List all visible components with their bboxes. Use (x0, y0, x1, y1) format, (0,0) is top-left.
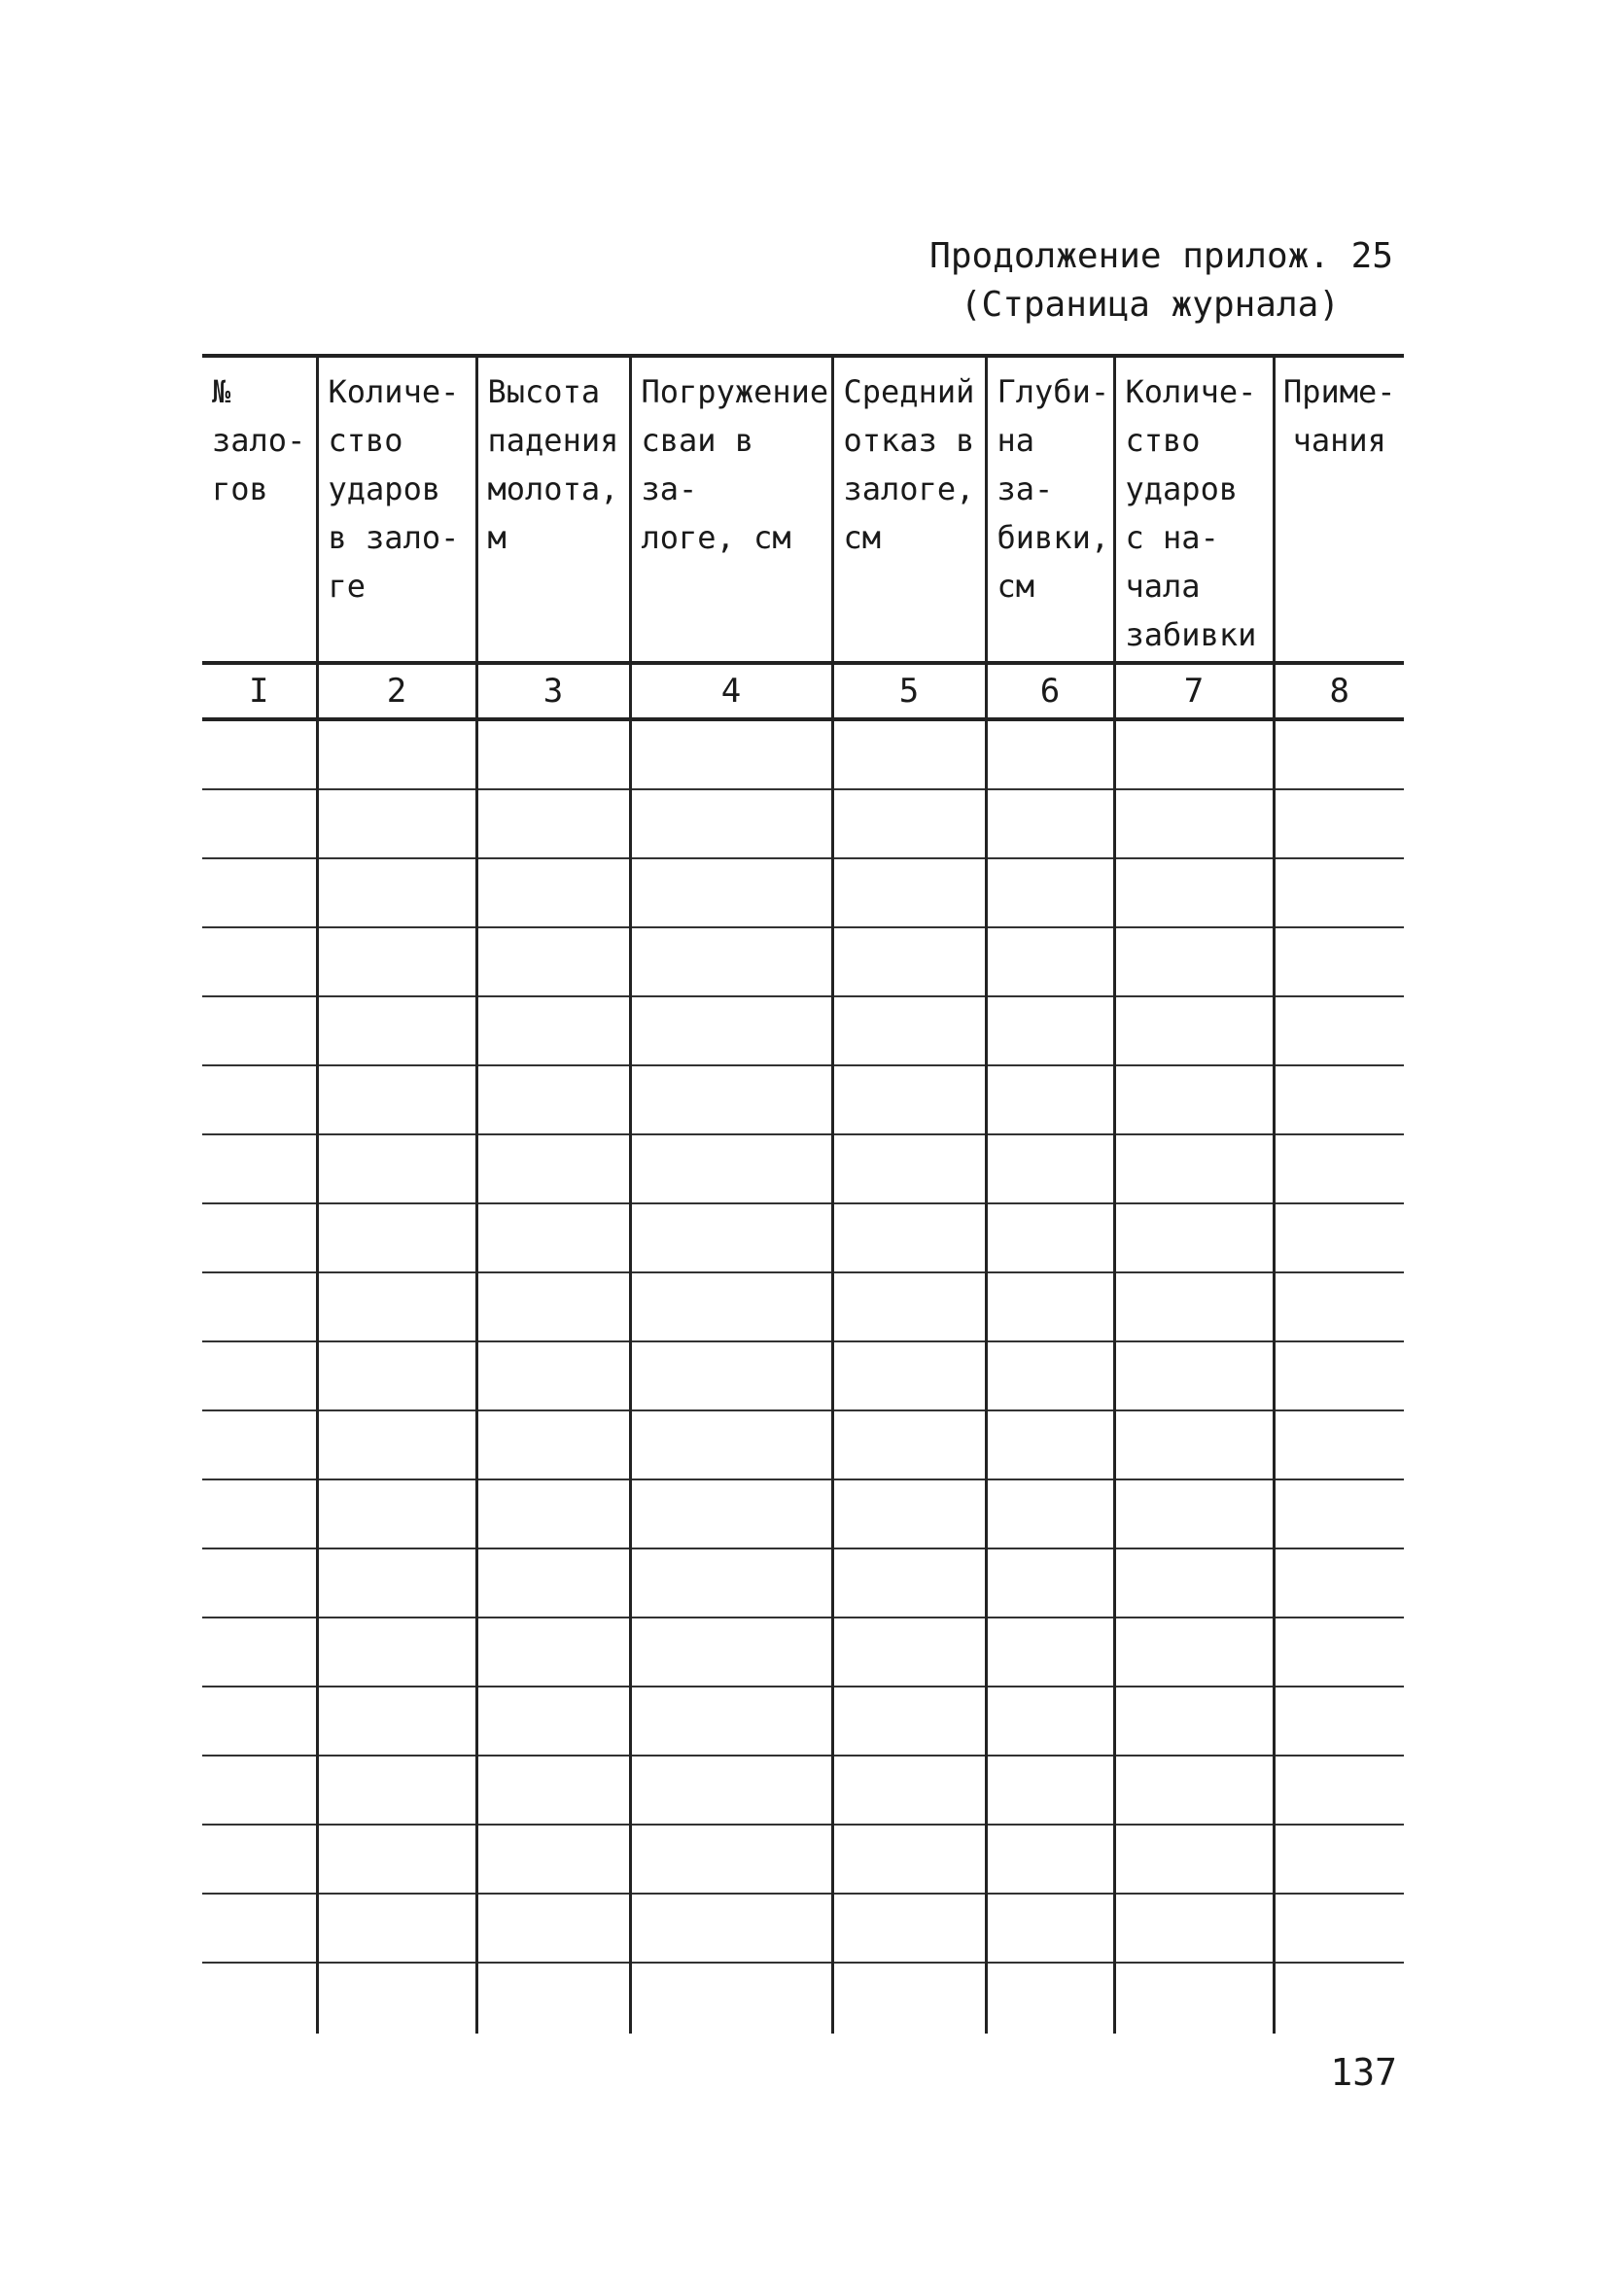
table-cell (1274, 1065, 1404, 1134)
table-cell (476, 1272, 630, 1341)
col-header-average-refusal (832, 356, 986, 663)
table-cell (832, 1687, 986, 1756)
table-cell (317, 1687, 476, 1756)
table-cell (832, 1479, 986, 1548)
table-cell (986, 1756, 1114, 1825)
col-header-blows-in-batch (317, 356, 476, 663)
table-cell (630, 1065, 832, 1134)
table-cell (476, 1341, 630, 1410)
table-cell (317, 1479, 476, 1548)
table-cell (832, 1894, 986, 1963)
table-cell (832, 996, 986, 1065)
table-cell (986, 927, 1114, 996)
table-cell (1114, 858, 1274, 927)
table-row (202, 927, 1404, 996)
table-cell (1114, 789, 1274, 858)
table-cell (986, 996, 1114, 1065)
table-cell (202, 1479, 317, 1548)
table-cell (986, 1134, 1114, 1203)
table-cell (1274, 927, 1404, 996)
table-cell (317, 1203, 476, 1272)
column-header-row (202, 356, 1404, 663)
table-cell (1274, 1618, 1404, 1687)
table-cell (202, 1410, 317, 1479)
table-row (202, 1272, 1404, 1341)
table-cell (317, 1272, 476, 1341)
col-header-batch-number-label: № зало- гов (212, 373, 306, 507)
col-header-average-refusal-label: Средний отказ в залоге, см (843, 373, 975, 556)
col-header-hammer-drop-height (476, 356, 630, 663)
table-cell (986, 1479, 1114, 1548)
table-cell (317, 927, 476, 996)
col-number: I (202, 663, 317, 719)
table-row (202, 1203, 1404, 1272)
table-cell (317, 1134, 476, 1203)
table-cell (476, 789, 630, 858)
table-cell (1274, 996, 1404, 1065)
table-cell (202, 1548, 317, 1618)
table-cell (1114, 1479, 1274, 1548)
table-row (202, 1756, 1404, 1825)
table-cell (317, 1548, 476, 1618)
table-cell (202, 996, 317, 1065)
col-header-pile-penetration (630, 356, 832, 663)
table-cell (630, 1134, 832, 1203)
col-header-blows-since-start (1114, 356, 1274, 663)
table-cell (202, 1272, 317, 1341)
table-cell (1274, 1894, 1404, 1963)
table-cell (630, 1756, 832, 1825)
table-row (202, 1963, 1404, 2034)
table-cell (1114, 1894, 1274, 1963)
table-cell (476, 719, 630, 789)
table-cell (986, 1894, 1114, 1963)
col-number: 3 (476, 663, 630, 719)
page-number: 137 (1330, 2051, 1397, 2094)
col-number: 7 (1114, 663, 1274, 719)
table-cell (1274, 1548, 1404, 1618)
table-row (202, 1134, 1404, 1203)
table-row (202, 996, 1404, 1065)
table-row (202, 1618, 1404, 1687)
table-cell (630, 1410, 832, 1479)
table-cell (986, 1341, 1114, 1410)
table-cell (476, 1134, 630, 1203)
table-row (202, 858, 1404, 927)
col-header-blows-in-batch-label: Количе- ство ударов в зало- ге (328, 373, 460, 605)
table-cell (986, 1272, 1114, 1341)
table-cell (476, 1756, 630, 1825)
table-cell (202, 719, 317, 789)
table-cell (1274, 858, 1404, 927)
table-cell (1114, 1687, 1274, 1756)
table-cell (317, 1756, 476, 1825)
table-row (202, 789, 1404, 858)
table-cell (832, 789, 986, 858)
table-cell (202, 1618, 317, 1687)
table-cell (1114, 1963, 1274, 2034)
table-cell (202, 1687, 317, 1756)
table-cell (317, 1618, 476, 1687)
table-cell (202, 1134, 317, 1203)
table-cell (832, 927, 986, 996)
table-row (202, 1825, 1404, 1894)
table-cell (1274, 719, 1404, 789)
table-cell (1274, 1825, 1404, 1894)
table-cell (317, 789, 476, 858)
table-cell (1114, 1548, 1274, 1618)
table-cell (317, 1825, 476, 1894)
table-cell (832, 719, 986, 789)
table-cell (630, 1272, 832, 1341)
table-cell (476, 1479, 630, 1548)
table-cell (317, 1410, 476, 1479)
journal-table (202, 354, 1404, 2034)
col-number: 5 (832, 663, 986, 719)
table-row (202, 1479, 1404, 1548)
table-cell (1114, 1341, 1274, 1410)
table-cell (202, 1825, 317, 1894)
table-cell (1274, 1687, 1404, 1756)
col-header-notes (1274, 356, 1404, 663)
col-number: 4 (630, 663, 832, 719)
table-cell (832, 1272, 986, 1341)
table-cell (202, 1065, 317, 1134)
table-cell (630, 1341, 832, 1410)
table-cell (1274, 1134, 1404, 1203)
table-cell (630, 1963, 832, 2034)
table-cell (832, 1618, 986, 1687)
table-cell (630, 1825, 832, 1894)
table-row (202, 719, 1404, 789)
table-cell (986, 1618, 1114, 1687)
table-cell (317, 1894, 476, 1963)
table-cell (832, 1825, 986, 1894)
col-header-batch-number (202, 356, 317, 663)
table-cell (986, 1065, 1114, 1134)
table-cell (986, 1548, 1114, 1618)
table-row (202, 1410, 1404, 1479)
table-cell (832, 1410, 986, 1479)
table-cell (1114, 996, 1274, 1065)
table-cell (202, 789, 317, 858)
table-cell (986, 719, 1114, 789)
table-cell (986, 858, 1114, 927)
table-cell (630, 858, 832, 927)
table-row (202, 1894, 1404, 1963)
table-cell (1114, 1410, 1274, 1479)
table-cell (476, 1618, 630, 1687)
table-cell (986, 1963, 1114, 2034)
table-cell (1114, 1618, 1274, 1687)
table-row (202, 1548, 1404, 1618)
table-cell (630, 927, 832, 996)
table-cell (1274, 1963, 1404, 2034)
table-cell (630, 1203, 832, 1272)
col-number: 8 (1274, 663, 1404, 719)
table-cell (630, 719, 832, 789)
table-cell (476, 996, 630, 1065)
table-cell (202, 1341, 317, 1410)
table-cell (832, 1065, 986, 1134)
table-cell (630, 1479, 832, 1548)
table-cell (986, 789, 1114, 858)
col-header-hammer-drop-height-label: Высота падения молота, м (487, 373, 619, 556)
table-cell (202, 1894, 317, 1963)
table-cell (317, 1065, 476, 1134)
table-cell (986, 1410, 1114, 1479)
table-cell (1114, 1756, 1274, 1825)
table-cell (476, 1548, 630, 1618)
table-cell (832, 1203, 986, 1272)
col-header-blows-since-start-label: Количе- ство ударов с на- чала забивки (1125, 373, 1257, 653)
table-cell (317, 858, 476, 927)
table-cell (832, 1756, 986, 1825)
col-header-pile-penetration-label: Погружение сваи в за- логе, см (641, 373, 829, 556)
table-cell (832, 858, 986, 927)
table-cell (1274, 1756, 1404, 1825)
table-cell (832, 1963, 986, 2034)
table-row (202, 1687, 1404, 1756)
table-cell (317, 996, 476, 1065)
table-cell (1114, 719, 1274, 789)
table-cell (476, 1963, 630, 2034)
col-header-driving-depth (986, 356, 1114, 663)
table-cell (1114, 1134, 1274, 1203)
table-cell (476, 1203, 630, 1272)
journal-page-subtitle: (Страница журнала) (960, 285, 1340, 325)
table-cell (630, 1687, 832, 1756)
table-cell (317, 719, 476, 789)
table-cell (317, 1963, 476, 2034)
table-cell (476, 858, 630, 927)
table-cell (202, 858, 317, 927)
table-cell (832, 1134, 986, 1203)
table-cell (1274, 789, 1404, 858)
table-cell (1114, 1825, 1274, 1894)
table-cell (630, 789, 832, 858)
table-cell (986, 1203, 1114, 1272)
table-cell (986, 1687, 1114, 1756)
table-cell (832, 1341, 986, 1410)
table-cell (630, 1618, 832, 1687)
col-number: 2 (317, 663, 476, 719)
table-cell (1114, 1065, 1274, 1134)
table-cell (1274, 1272, 1404, 1341)
table-cell (1114, 1272, 1274, 1341)
appendix-continuation-title: Продолжение прилож. 25 (929, 236, 1393, 276)
table-cell (630, 996, 832, 1065)
table-cell (1274, 1479, 1404, 1548)
col-number: 6 (986, 663, 1114, 719)
table-cell (476, 1410, 630, 1479)
table-cell (202, 1963, 317, 2034)
table-cell (476, 1065, 630, 1134)
table-cell (832, 1548, 986, 1618)
col-header-driving-depth-label: Глуби- на за- бивки, см (997, 373, 1110, 605)
table-cell (202, 1203, 317, 1272)
table-cell (630, 1548, 832, 1618)
table-body (202, 719, 1404, 2034)
table-row (202, 1341, 1404, 1410)
table-cell (1274, 1341, 1404, 1410)
col-header-notes-label: Приме- чания (1282, 373, 1396, 459)
table-cell (1274, 1410, 1404, 1479)
table-cell (476, 1687, 630, 1756)
table-cell (202, 927, 317, 996)
table-cell (476, 1894, 630, 1963)
table-cell (986, 1825, 1114, 1894)
table-cell (476, 1825, 630, 1894)
table-cell (1114, 927, 1274, 996)
table-cell (202, 1756, 317, 1825)
table-row (202, 1065, 1404, 1134)
table-cell (1274, 1203, 1404, 1272)
table-cell (630, 1894, 832, 1963)
table-cell (1114, 1203, 1274, 1272)
table-cell (317, 1341, 476, 1410)
table-cell (476, 927, 630, 996)
column-number-row (202, 663, 1404, 719)
